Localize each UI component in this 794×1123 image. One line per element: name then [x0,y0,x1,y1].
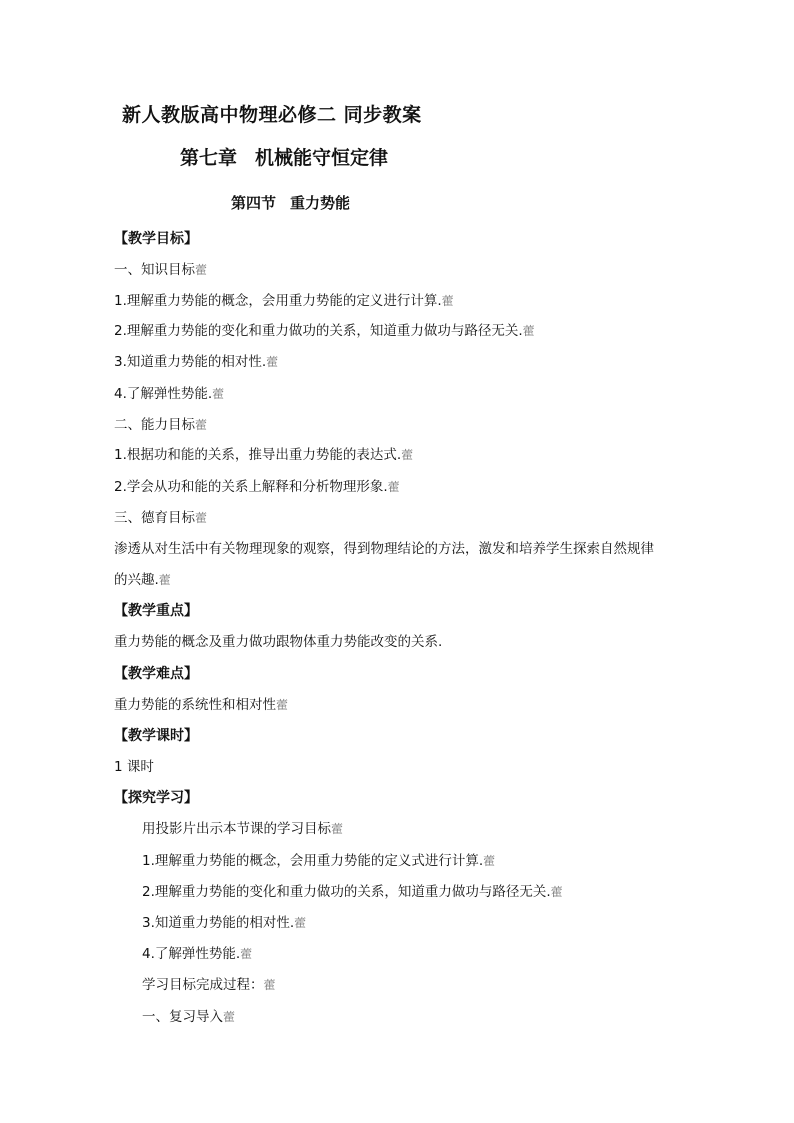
body-line: 3.知道重力势能的相对性.藿 [142,915,307,931]
body-line: 3.知道重力势能的相对性.藿 [114,354,279,370]
section-title [231,192,350,213]
heading-difficulties: 【教学难点】 [114,666,198,682]
chapter-number: 第七章 [180,147,238,169]
body-line: 4.了解弹性势能.藿 [114,386,225,402]
chapter-name: 机械能守恒定律 [255,147,389,169]
heading-teaching-goals: 【教学目标】 [114,231,198,247]
body-line: 的兴趣.藿 [114,572,171,588]
body-line: 2.学会从功和能的关系上解释和分析物理形象.藿 [114,479,400,495]
document-title: 新人教版高中物理必修二 同步教案 [122,104,422,126]
heading-key-points: 【教学重点】 [114,603,198,619]
body-line: 重力势能的系统性和相对性藿 [114,697,289,713]
chapter-title [180,143,388,170]
section-name: 重力势能 [290,194,351,212]
heading-class-hours: 【教学课时】 [114,728,198,744]
body-line: 4.了解弹性势能.藿 [142,946,253,962]
body-line: 重力势能的概念及重力做功跟物体重力势能改变的关系. [114,634,443,650]
body-line: 1.理解重力势能的概念，会用重力势能的定义进行计算.藿 [114,293,454,309]
heading-inquiry-learning: 【探究学习】 [114,790,198,806]
body-line: 渗透从对生活中有关物理现象的观察，得到物理结论的方法，激发和培养学生探索自然规律 [114,541,654,557]
body-line: 1.理解重力势能的概念，会用重力势能的定义式进行计算.藿 [142,853,496,869]
body-line: 1.根据功和能的关系，推导出重力势能的表达式.藿 [114,447,414,463]
body-line: 一、复习导入藿 [142,1009,236,1025]
body-line: 用投影片出示本节课的学习目标藿 [142,821,344,837]
body-line: 二、能力目标藿 [114,417,208,433]
body-line: 一、知识目标藿 [114,262,208,278]
body-line: 1 课时 [114,759,154,775]
body-line: 三、德育目标藿 [114,510,208,526]
body-line: 2.理解重力势能的变化和重力做功的关系，知道重力做功与路径无关.藿 [114,323,535,339]
section-number: 第四节 [231,194,277,212]
body-line: 2.理解重力势能的变化和重力做功的关系，知道重力做功与路径无关.藿 [142,884,563,900]
body-line: 学习目标完成过程：藿 [142,977,276,993]
